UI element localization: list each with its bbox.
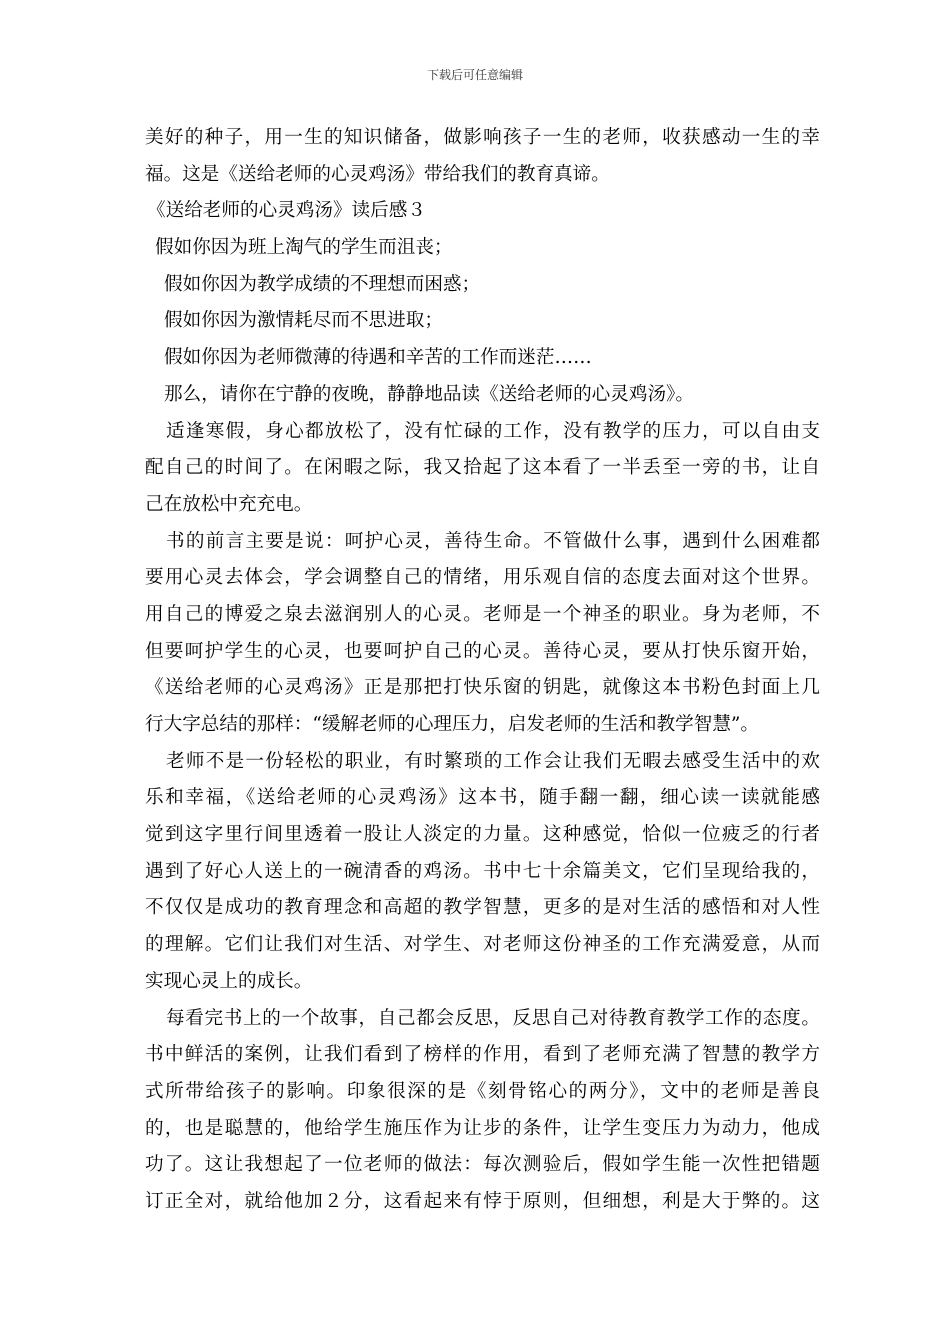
text-line: 每看完书上的一个故事，自己都会反思，反思自己对待教育教学工作的态度。: [166, 1007, 820, 1029]
text-line: 假如你因为班上淘气的学生而沮丧；: [155, 237, 453, 259]
text-line: 假如你因为老师微薄的待遇和辛苦的工作而迷茫……: [164, 347, 592, 369]
page-header: 下载后可任意编辑: [426, 68, 523, 82]
text-line: 觉到这字里行间里透着一股让人淡定的力量。这种感觉，恰似一位疲乏的行者: [145, 824, 820, 846]
text-line: 己在放松中充充电。: [145, 493, 313, 515]
text-line: 但要呵护学生的心灵，也要呵护自己的心灵。善待心灵，要从打快乐窗开始，: [145, 640, 820, 662]
text-line: 订正全对，就给他加２分，这看起来有悖于原则，但细想，利是大于弊的。这: [145, 1190, 820, 1212]
section-heading: 《送给老师的心灵鸡汤》读后感３: [147, 200, 426, 222]
text-line: 实现心灵上的成长。: [145, 970, 313, 992]
text-line: 《送给老师的心灵鸡汤》正是那把打快乐窗的钥匙，就像这本书粉色封面上几: [145, 677, 820, 699]
text-line: 书的前言主要是说：呵护心灵，善待生命。不管做什么事，遇到什么困难都: [166, 530, 820, 552]
text-line: 美好的种子，用一生的知识储备，做影响孩子一生的老师，收获感动一生的幸: [145, 127, 820, 148]
text-line: 要用心灵去体会，学会调整自己的情绪，用乐观自信的态度去面对这个世界。: [145, 567, 820, 589]
text-line: 适逢寒假，身心都放松了，没有忙碌的工作，没有教学的压力，可以自由支: [166, 420, 820, 442]
text-line: 福。这是《送给老师的心灵鸡汤》带给我们的教育真谛。: [145, 163, 610, 185]
text-line: 的，也是聪慧的，他给学生施压作为让步的条件，让学生变压力为动力，他成: [145, 1117, 820, 1139]
text-line: 用自己的博爱之泉去滋润别人的心灵。老师是一个神圣的职业。身为老师，不: [145, 603, 820, 625]
text-line: 那么，请你在宁静的夜晚，静静地品读《送给老师的心灵鸡汤》。: [164, 383, 694, 405]
text-line: 不仅仅是成功的教育理念和高超的教学智慧，更多的是对生活的感悟和对人性: [145, 897, 820, 919]
text-line: 行大字总结的那样：“缓解老师的心理压力，启发老师的生活和教学智慧”。: [145, 714, 760, 735]
text-line: 老师不是一份轻松的职业，有时繁琐的工作会让我们无暇去感受生活中的欢: [166, 750, 820, 772]
text-line: 配自己的时间了。在闲暇之际，我又拾起了这本看了一半丢至一旁的书，让自: [145, 457, 820, 479]
text-line: 乐和幸福，《送给老师的心灵鸡汤》这本书，随手翻一翻，细心读一读就能感: [145, 787, 820, 809]
text-line: 书中鲜活的案例，让我们看到了榜样的作用，看到了老师充满了智慧的教学方: [145, 1044, 820, 1066]
text-line: 假如你因为教学成绩的不理想而困惑；: [164, 273, 481, 295]
text-line: 功了。这让我想起了一位老师的做法：每次测验后，假如学生能一次性把错题: [145, 1154, 820, 1176]
text-line: 的理解。它们让我们对生活、对学生、对老师这份神圣的工作充满爱意，从而: [145, 934, 820, 956]
document-body: [145, 120, 820, 1221]
text-line: 假如你因为激情耗尽而不思进取；: [164, 310, 443, 332]
text-line: 遇到了好心人送上的一碗清香的鸡汤。书中七十余篇美文，它们呈现给我的，: [145, 860, 820, 882]
text-line: 式所带给孩子的影响。印象很深的是《刻骨铭心的两分》，文中的老师是善良: [145, 1080, 820, 1102]
